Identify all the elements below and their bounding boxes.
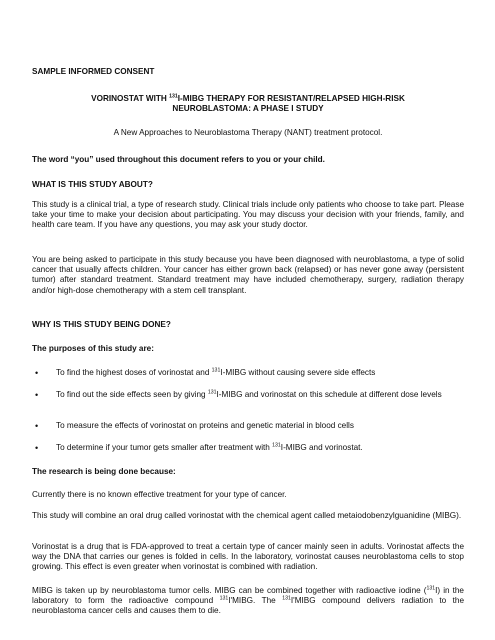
purpose-4-end: I-MIBG and vorinostat. — [280, 443, 363, 452]
combination-paragraph: This study will combine an oral drug called vorinostat with the chemical agent called metaiodobenzylguanidine (MIBG). — [32, 511, 462, 520]
purpose-4-superscript: 131 — [272, 442, 281, 449]
you-definition-note: The word “you” used throughout this document refers to you or your child. — [32, 155, 325, 164]
about-paragraph-1: This study is a clinical trial, a type of research study. Clinical trials include only patients who choose to take part. Please take your time to make your decision about participating. You may discuss your decision with your friends, family, and health care team. If you have any questions, you may ask your study doctor. — [32, 200, 464, 230]
mibg-text-2: I) in the laboratory to form the radioactive compound — [32, 586, 464, 606]
purpose-2-start: To find out the side effects seen by giving — [56, 390, 208, 399]
mibg-text-4: I'MIBG compound delivers radiation to the neuroblastoma cancer cells and causes them to die. — [32, 596, 465, 616]
mibg-paragraph — [32, 586, 464, 617]
title-line2: NEUROBLASTOMA: A PHASE I STUDY — [172, 104, 324, 114]
bullet-icon: • — [35, 390, 39, 400]
bullet-icon: • — [35, 421, 39, 431]
purpose-1-superscript: 131 — [211, 367, 221, 374]
mibg-superscript-1: 131 — [426, 585, 436, 592]
purposes-heading: The purposes of this study are: — [32, 344, 154, 353]
mibg-superscript-3: 131 — [282, 595, 291, 602]
document-label: SAMPLE INFORMED CONSENT — [32, 67, 155, 76]
purpose-1-end: I-MIBG without causing severe side effects — [220, 368, 376, 377]
bullet-icon: • — [35, 368, 39, 378]
protocol-line: A New Approaches to Neuroblastoma Therapy (NANT) treatment protocol. — [113, 128, 383, 137]
purpose-2-end: I-MIBG and vorinostat on this schedule at different dose levels — [216, 390, 442, 399]
current-treatment-paragraph: Currently there is no known effective treatment for your type of cancer. — [32, 490, 287, 499]
mibg-superscript-2: 131 — [219, 595, 229, 602]
mibg-text-1: MIBG is taken up by neuroblastoma tumor cells. MIBG can be combined together with radioactive iodine ( — [32, 586, 427, 595]
about-paragraph-2: You are being asked to participate in this study because you have been diagnosed with neuroblastoma, a type of solid cancer that usually affects children. Your cancer has either grown back (relapsed) or has never gone away (persistent tumor) after standard treatment. Standard treatment may have included chemotherapy, surgery, radiation therapy and/or high-dose chemotherapy with a stem cell transplant. — [32, 255, 464, 295]
study-title — [32, 94, 464, 114]
title-line1-end: I-MIBG THERAPY FOR RESISTANT/RELAPSED HIGH-RISK — [177, 94, 405, 103]
mibg-text-3: I'MIBG. The — [228, 596, 283, 606]
purpose-1-start: To find the highest doses of vorinostat and — [56, 368, 212, 377]
section-heading-why: WHY IS THIS STUDY BEING DONE? — [32, 320, 171, 329]
vorinostat-paragraph: Vorinostat is a drug that is FDA-approved to treat a certain type of cancer mainly seen in adults. Vorinostat affects the way the DNA that carries our genes is folded in cells. In the laboratory, vorinostat causes neuroblastoma cells to stop growing. This effect is even greater when vorinostat is combined with radiation. — [32, 542, 464, 572]
purpose-2-superscript: 131 — [207, 389, 217, 396]
title-isotope-superscript: 131 — [169, 93, 178, 100]
purpose-4-start: To determine if your tumor gets smaller after treatment with — [56, 443, 273, 452]
research-heading: The research is being done because: — [32, 467, 176, 476]
purpose-3: To measure the effects of vorinostat on proteins and genetic material in blood cells — [56, 421, 354, 430]
title-line1-start: VORINOSTAT WITH — [91, 94, 170, 103]
bullet-icon: • — [35, 443, 39, 453]
section-heading-about: WHAT IS THIS STUDY ABOUT? — [32, 180, 153, 189]
